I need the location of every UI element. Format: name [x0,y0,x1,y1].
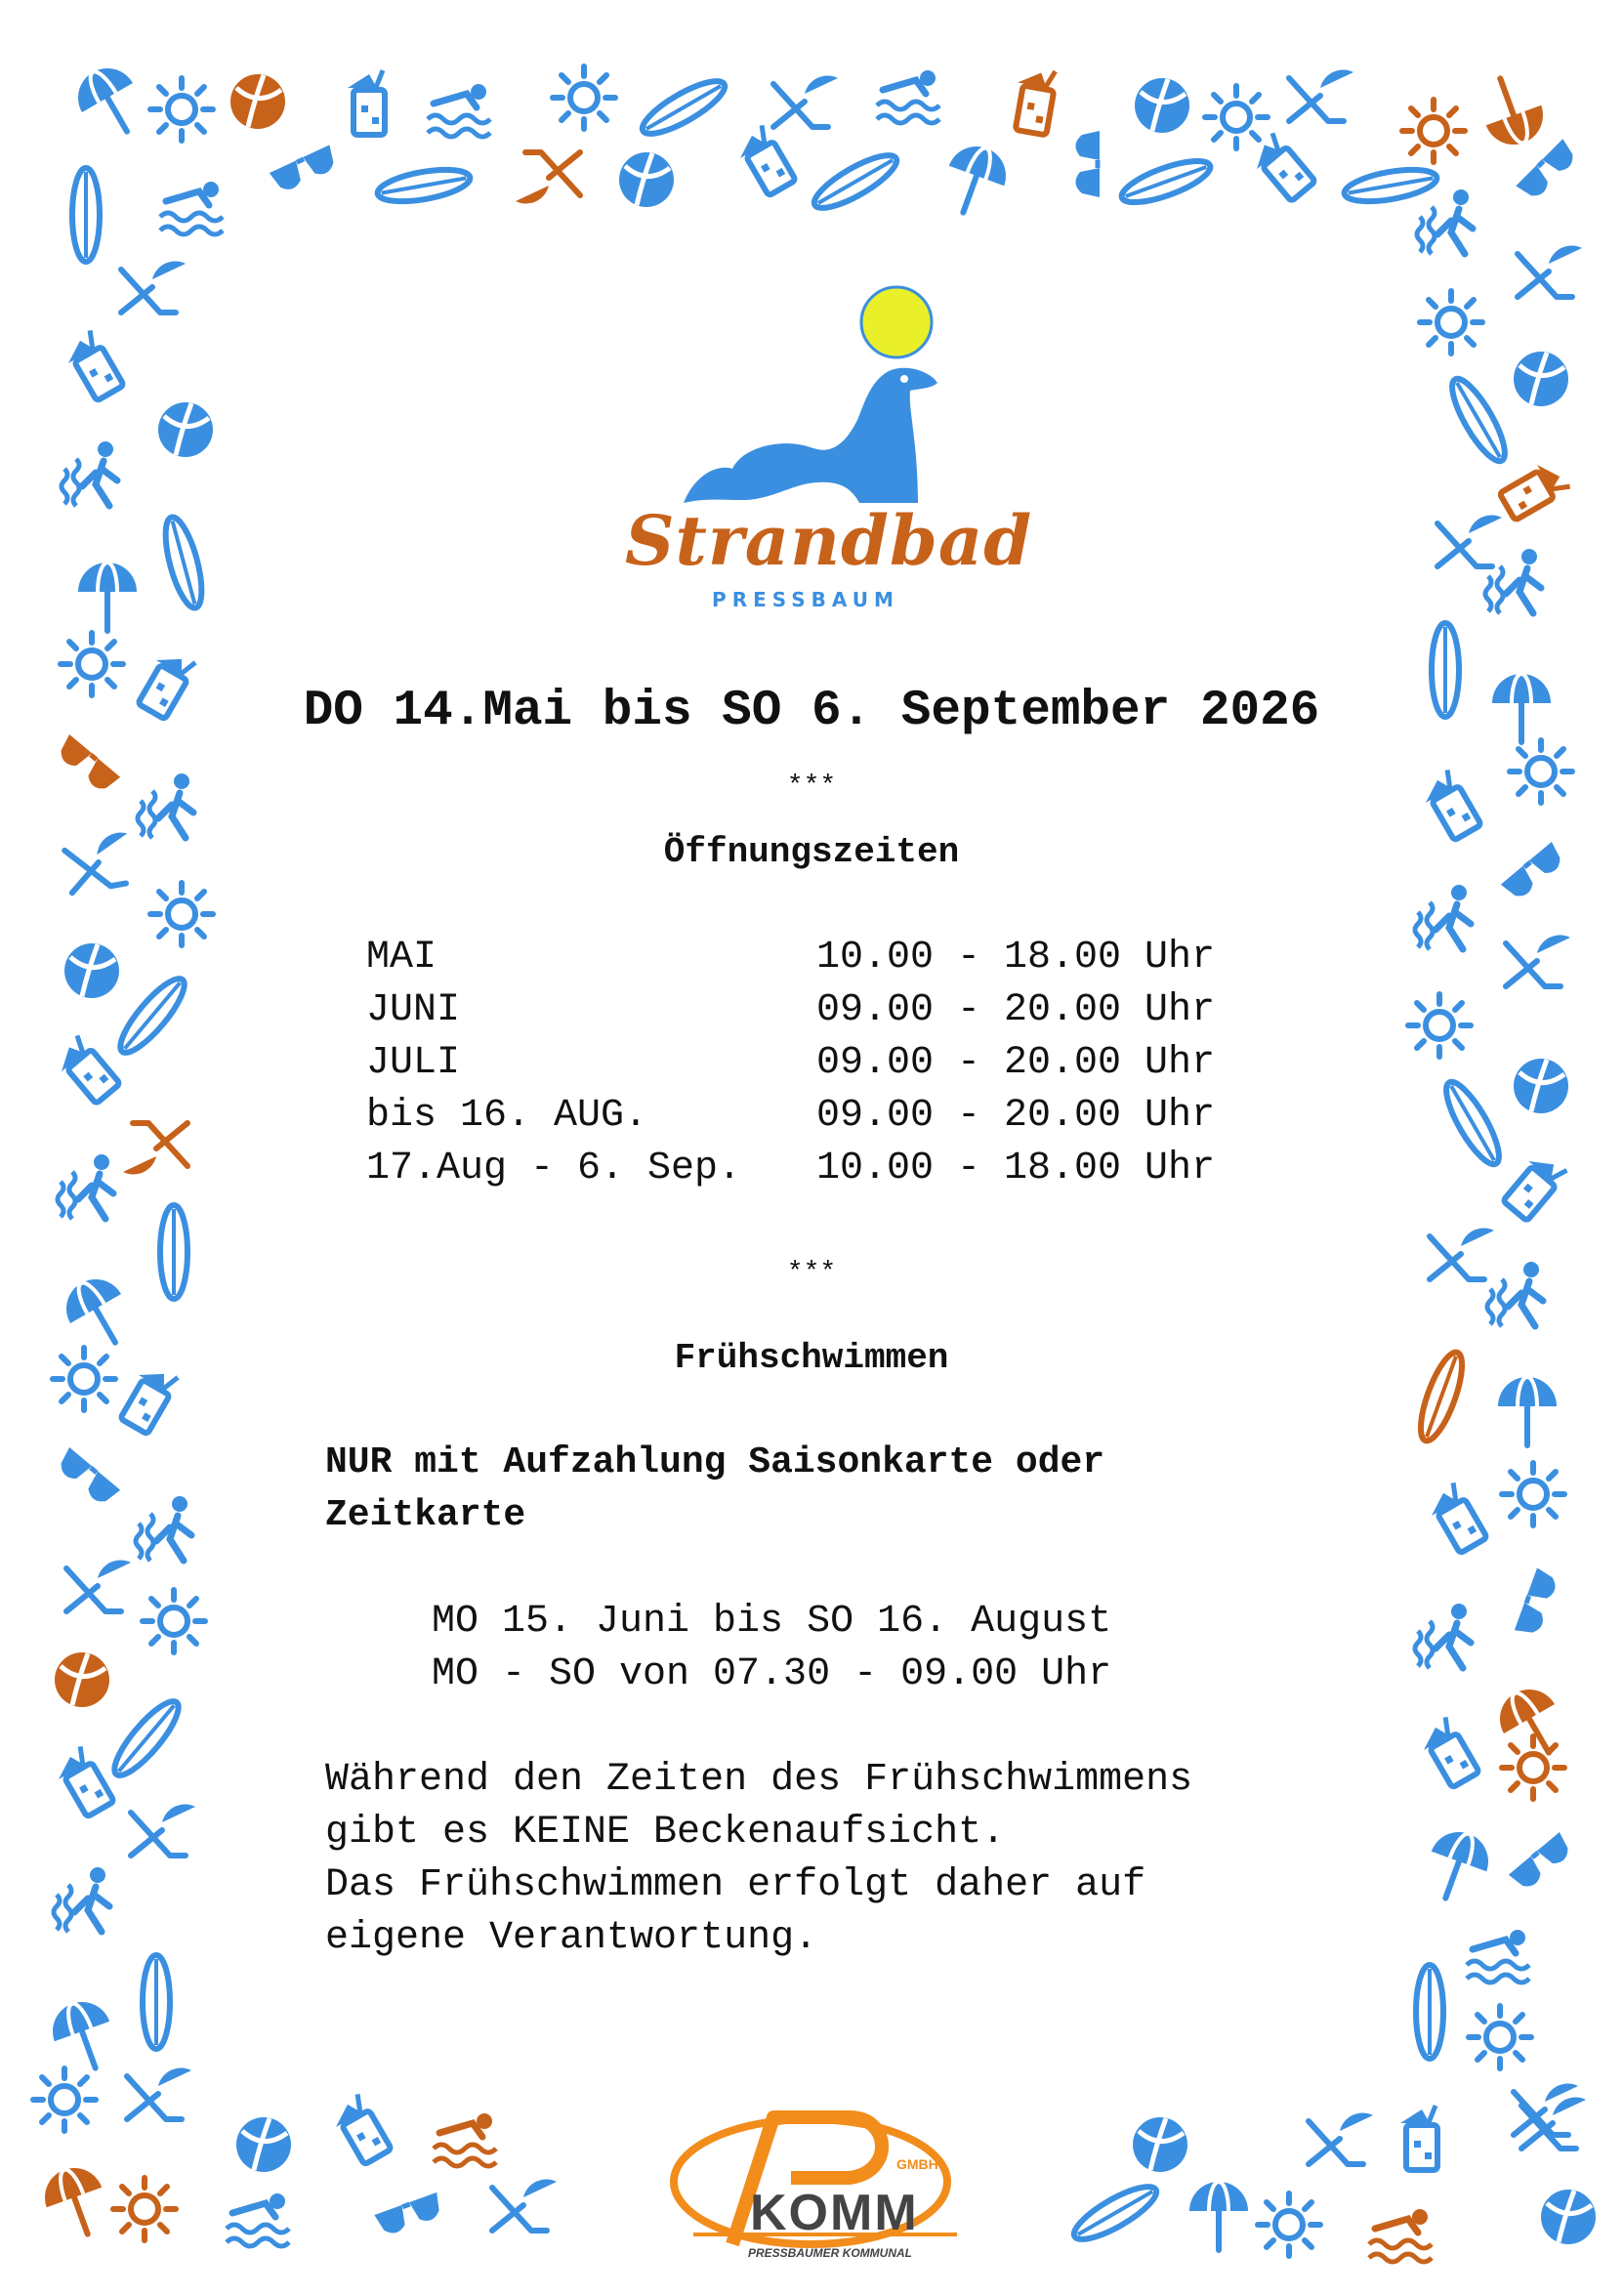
opening-row-label: bis 16. AUG. [366,1094,648,1138]
pkomm-logo [664,2098,977,2270]
pkomm-gmbh: GMBH [896,2156,938,2172]
early-swim-note-line1: NUR mit Aufzahlung Saisonkarte oder [325,1441,1105,1483]
early-swim-title: Frühschwimmen [674,1338,949,1378]
warning-line: Das Frühschwimmen erfolgt daher auf [325,1863,1146,1907]
separator: *** [786,772,837,802]
opening-row-label: JULI [366,1041,461,1085]
warning-line: eigene Verantwortung. [325,1916,818,1960]
separator: *** [786,1258,837,1288]
early-swim-hours: MO - SO von 07.30 - 09.00 Uhr [432,1652,1112,1696]
opening-row-label: MAI [366,936,437,980]
opening-hours-title: Öffnungszeiten [663,832,960,872]
early-swim-note-line2: Zeitkarte [325,1494,526,1536]
opening-row-time: 09.00 - 20.00 Uhr [816,988,1216,1032]
opening-row-label: JUNI [366,988,461,1032]
opening-row-label: 17.Aug - 6. Sep. [366,1147,742,1190]
strandbad-logo [625,273,1033,625]
opening-row-time: 09.00 - 20.00 Uhr [816,1041,1216,1085]
opening-row-time: 09.00 - 20.00 Uhr [816,1094,1216,1138]
season-dates-headline: DO 14.Mai bis SO 6. September 2026 [303,684,1320,739]
warning-line: gibt es KEINE Beckenaufsicht. [325,1811,1006,1855]
strandbad-wordmark: Strandbad [625,500,1033,581]
warning-line: Während den Zeiten des Frühschwimmens [325,1758,1193,1802]
seal-with-ball-icon [625,273,986,508]
opening-row-time: 10.00 - 18.00 Uhr [816,936,1216,980]
early-swim-period: MO 15. Juni bis SO 16. August [432,1600,1112,1644]
pkomm-tagline: PRESSBAUMER KOMMUNAL [748,2246,912,2260]
pressbaum-subtitle: PRESSBAUM [712,588,899,611]
opening-row-time: 10.00 - 18.00 Uhr [816,1147,1216,1190]
pkomm-brand: KOMM [750,2185,919,2241]
